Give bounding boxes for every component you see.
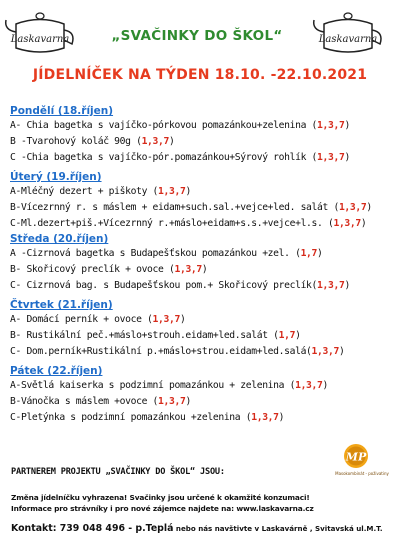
svg-text:MP: MP xyxy=(345,450,367,464)
day-heading: Pondělí (18.říjen) xyxy=(10,105,114,117)
allergen-codes: 1,3,7 xyxy=(317,152,345,163)
allergen-codes: 1,3,7 xyxy=(251,412,279,423)
allergen-codes: 1,3,7 xyxy=(141,136,169,147)
allergen-codes: 1,3,7 xyxy=(333,218,361,229)
menu-item: C- Cizrnová bag. s Budapešťskou pom.+ Skořicový preclík(1,3,7) xyxy=(10,280,350,291)
teapot-logo-icon xyxy=(2,10,78,60)
allergen-codes: 1,3,7 xyxy=(158,186,186,197)
project-banner: „SVAČINKY DO ŠKOL“ xyxy=(111,28,283,44)
day-tuesday xyxy=(10,170,398,232)
day-thursday xyxy=(10,298,398,360)
day-heading: Pátek (22.říjen) xyxy=(10,365,103,377)
menu-item: C-Pletýnka s podzimní pomazánkou +zelenina (1,3,7) xyxy=(10,412,285,423)
allergen-codes: 1,3,7 xyxy=(295,380,323,391)
mp-logo-icon xyxy=(332,442,392,478)
mp-partner-logo xyxy=(332,442,392,478)
menu-item: B-Vícezrnný r. s máslem + eidam+such.sal.+vejce+led. salát (1,3,7) xyxy=(10,202,372,213)
day-heading: Úterý (19.říjen) xyxy=(10,171,102,183)
day-monday xyxy=(10,104,398,166)
day-heading: Čtvrtek (21.říjen) xyxy=(10,299,113,311)
menu-item: B-Vánočka s máslem +ovoce (1,3,7) xyxy=(10,396,191,407)
menu-item: A -Cizrnová bagetka s Budapešťskou pomazánkou +zel. (1,7) xyxy=(10,248,323,259)
allergen-codes: 1,3,7 xyxy=(338,202,367,213)
allergen-codes: 1,3,7 xyxy=(317,120,345,131)
footer-contact xyxy=(11,516,383,535)
svg-text:Laskavarna: Laskavarna xyxy=(10,34,70,45)
menu-item: A-Mléčný dezert + piškoty (1,3,7) xyxy=(10,186,191,197)
allergen-codes: 1,7 xyxy=(278,330,296,341)
teapot-logo-icon xyxy=(310,10,386,60)
svg-text:Masokombinát - poživatiny: Masokombinát - poživatiny xyxy=(335,471,389,476)
allergen-codes: 1,3,7 xyxy=(158,396,186,407)
menu-item: B -Tvarohový koláč 90g (1,3,7) xyxy=(10,136,175,147)
menu-item: B- Rustikální peč.+máslo+strouh.eidam+led.salát (1,7) xyxy=(10,330,301,341)
menu-item: A- Chia bagetka s vajíčko-pórkovou pomazánkou+zelenina (1,3,7) xyxy=(10,120,350,131)
page-title: JÍDELNÍČEK NA TÝDEN 18.10. -22.10.2021 xyxy=(32,67,368,83)
partner-heading: PARTNEREM PROJEKTU „SVAČINKY DO ŠKOL“ JSOU: xyxy=(11,467,225,477)
contact-note: nebo nás navštivte v Laskavárně , Svitavská ul.M.T. xyxy=(173,524,383,533)
menu-item: A-Světlá kaiserka s podzimní pomazánkou + zelenina (1,3,7) xyxy=(10,380,328,391)
day-heading: Středa (20.říjen) xyxy=(10,233,109,245)
menu-item: C- Dom.perník+Rustikální p.+máslo+strou.eidam+led.salá(1,3,7) xyxy=(10,346,345,357)
weekly-menu xyxy=(10,104,398,426)
footer-info: Informace pro strávníky i pro nové zájemce najdete na: www.laskavarna.cz xyxy=(11,504,314,513)
allergen-codes: 1,3,7 xyxy=(152,314,180,325)
laskavarna-logo-left xyxy=(2,10,78,60)
contact-phone: Kontakt: 739 048 496 - p.Teplá xyxy=(11,523,174,534)
allergen-codes: 1,7 xyxy=(300,248,318,259)
footer-notice: Změna jídelníčku vyhrazena! Svačinky jsou určené k okamžité konzumaci! xyxy=(11,493,310,502)
menu-item: B- Skořicový preclík + ovoce (1,3,7) xyxy=(10,264,208,275)
allergen-codes: 1,3,7 xyxy=(311,346,339,357)
menu-item: C-Ml.dezert+piš.+Vícezrnný r.+máslo+eidam+s.s.+vejce+l.s. (1,3,7) xyxy=(10,218,367,229)
day-wednesday xyxy=(10,232,398,294)
svg-text:Laskavarna: Laskavarna xyxy=(318,34,378,45)
menu-item: A- Domácí perník + ovoce (1,3,7) xyxy=(10,314,186,325)
day-friday xyxy=(10,364,398,426)
menu-item: C -Chia bagetka s vajíčko-pór.pomazánkou+Sýrový rohlík (1,3,7) xyxy=(10,152,350,163)
allergen-codes: 1,3,7 xyxy=(174,264,202,275)
allergen-codes: 1,3,7 xyxy=(317,280,345,291)
laskavarna-logo-right xyxy=(310,10,386,60)
